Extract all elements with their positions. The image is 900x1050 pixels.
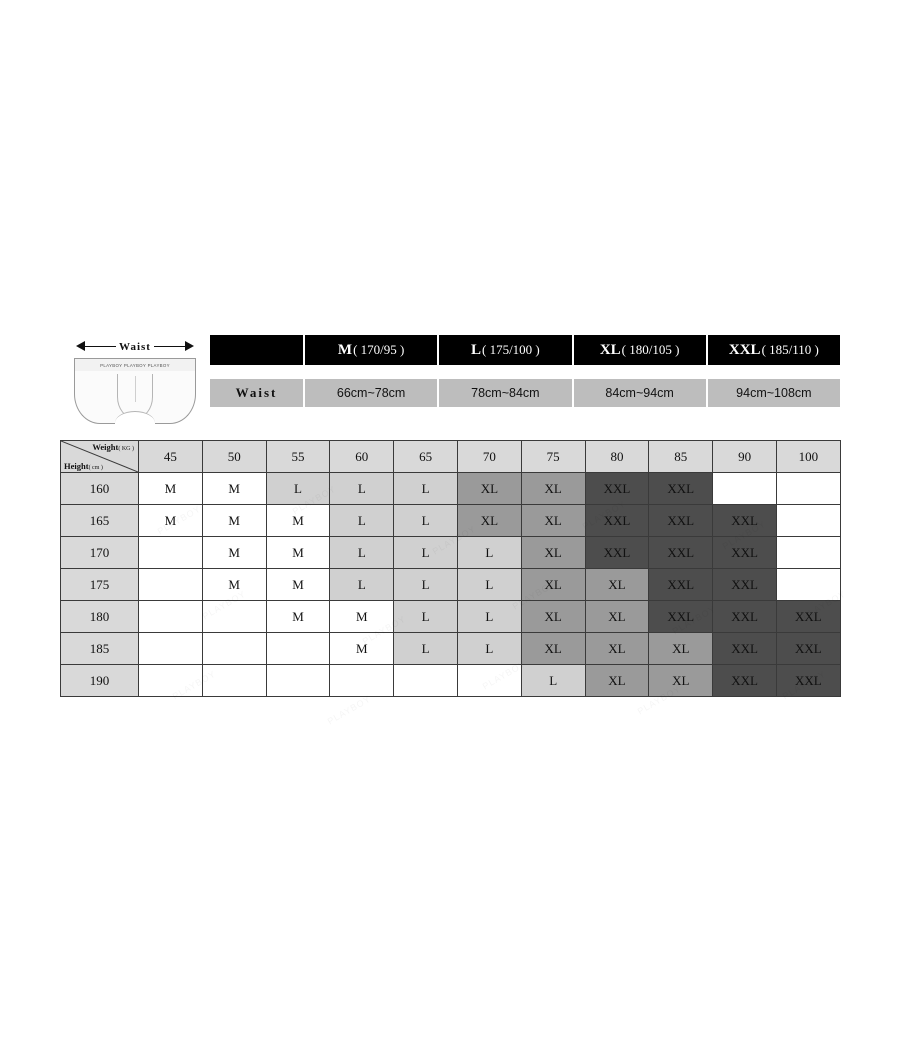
matrix-size-cell: L <box>394 633 458 665</box>
matrix-empty-cell <box>776 537 840 569</box>
matrix-row <box>61 633 841 665</box>
size-code: XXL <box>728 341 761 358</box>
size-spec: ( 185/110 ) <box>761 342 819 357</box>
matrix-size-cell: XXL <box>776 633 840 665</box>
matrix-empty-cell <box>394 665 458 697</box>
matrix-height-header: 175 <box>61 569 139 601</box>
matrix-header-row <box>61 441 841 473</box>
matrix-size-cell: XL <box>649 633 713 665</box>
matrix-size-cell: L <box>330 505 394 537</box>
size-header-cell <box>439 335 571 365</box>
matrix-size-cell: XL <box>649 665 713 697</box>
matrix-size-cell: XXL <box>585 473 649 505</box>
matrix-size-cell: M <box>202 569 266 601</box>
watermark-text <box>326 694 373 727</box>
waist-value: 78cm~84cm <box>439 379 571 407</box>
waist-arrow-label: Waist <box>116 341 154 353</box>
matrix-size-cell: M <box>202 537 266 569</box>
height-weight-size-matrix <box>60 440 841 697</box>
matrix-size-cell: L <box>330 569 394 601</box>
matrix-empty-cell <box>457 665 521 697</box>
matrix-size-cell: M <box>330 601 394 633</box>
boxer-brief-drawing <box>74 358 196 424</box>
matrix-weight-header: 75 <box>521 441 585 473</box>
matrix-size-cell: M <box>330 633 394 665</box>
matrix-empty-cell <box>266 633 330 665</box>
matrix-size-cell: M <box>266 601 330 633</box>
matrix-weight-header: 100 <box>776 441 840 473</box>
matrix-empty-cell <box>330 665 394 697</box>
matrix-size-cell: L <box>330 537 394 569</box>
brief-center-seam <box>135 376 136 402</box>
matrix-weight-header: 60 <box>330 441 394 473</box>
matrix-size-cell: L <box>521 665 585 697</box>
waist-value: 94cm~108cm <box>708 379 840 407</box>
matrix-size-cell: M <box>139 505 203 537</box>
matrix-size-cell: L <box>394 569 458 601</box>
matrix-size-cell: M <box>202 473 266 505</box>
waist-measurement-row <box>210 379 840 407</box>
matrix-size-cell: L <box>394 505 458 537</box>
matrix-row <box>61 505 841 537</box>
matrix-empty-cell <box>776 473 840 505</box>
matrix-size-cell: XXL <box>649 601 713 633</box>
matrix-size-cell: XL <box>457 473 521 505</box>
matrix-weight-header: 90 <box>713 441 777 473</box>
waist-measure-arrow <box>76 339 194 355</box>
matrix-empty-cell <box>139 537 203 569</box>
matrix-size-cell: XL <box>521 633 585 665</box>
top-block <box>60 335 840 424</box>
matrix-row <box>61 601 841 633</box>
matrix-size-cell: L <box>394 537 458 569</box>
matrix-size-cell: XL <box>585 601 649 633</box>
size-code: M <box>337 341 353 358</box>
matrix-size-cell: L <box>457 601 521 633</box>
size-spec: ( 170/95 ) <box>353 342 405 357</box>
size-header-spacer <box>210 335 303 365</box>
matrix-row <box>61 569 841 601</box>
matrix-size-cell: XL <box>521 473 585 505</box>
size-code: XL <box>599 341 621 358</box>
matrix-size-cell: L <box>394 601 458 633</box>
matrix-size-cell: XXL <box>713 537 777 569</box>
matrix-empty-cell <box>139 665 203 697</box>
matrix-size-cell: L <box>457 537 521 569</box>
size-header-row <box>210 335 840 365</box>
matrix-row <box>61 473 841 505</box>
matrix-height-header: 160 <box>61 473 139 505</box>
matrix-size-cell: L <box>266 473 330 505</box>
matrix-size-cell: XL <box>521 505 585 537</box>
size-header-cell <box>574 335 706 365</box>
matrix-size-cell: L <box>457 569 521 601</box>
waist-value: 84cm~94cm <box>574 379 706 407</box>
arrow-right-icon <box>185 341 194 351</box>
matrix-size-cell: XXL <box>776 665 840 697</box>
matrix-weight-header: 80 <box>585 441 649 473</box>
matrix-corner-cell <box>61 441 139 473</box>
matrix-size-cell: XL <box>521 601 585 633</box>
matrix-size-cell: M <box>266 505 330 537</box>
matrix-empty-cell <box>202 601 266 633</box>
matrix-height-header: 185 <box>61 633 139 665</box>
matrix-size-cell: XXL <box>649 505 713 537</box>
matrix-empty-cell <box>202 665 266 697</box>
matrix-size-cell: XXL <box>713 601 777 633</box>
matrix-weight-header: 65 <box>394 441 458 473</box>
size-header-cell <box>708 335 840 365</box>
matrix-size-cell: XXL <box>713 505 777 537</box>
matrix-size-cell: XXL <box>649 569 713 601</box>
matrix-height-header: 190 <box>61 665 139 697</box>
matrix-size-cell: XXL <box>776 601 840 633</box>
waistband-brand-text: PLAYBOY PLAYBOY PLAYBOY <box>100 363 170 368</box>
size-header-cell <box>305 335 437 365</box>
matrix-empty-cell <box>139 601 203 633</box>
corner-weight-label: Weight( KG ) <box>92 442 134 452</box>
matrix-weight-header: 55 <box>266 441 330 473</box>
matrix-size-cell: XXL <box>649 473 713 505</box>
matrix-weight-header: 45 <box>139 441 203 473</box>
product-illustration <box>60 335 210 424</box>
arrow-left-icon <box>76 341 85 351</box>
matrix-size-cell: XXL <box>713 633 777 665</box>
size-code: L <box>470 341 481 358</box>
matrix-size-cell: XXL <box>713 569 777 601</box>
matrix-size-cell: XL <box>585 665 649 697</box>
matrix-size-cell: M <box>139 473 203 505</box>
matrix-size-cell: XL <box>585 633 649 665</box>
matrix-height-header: 180 <box>61 601 139 633</box>
matrix-size-cell: L <box>330 473 394 505</box>
matrix-empty-cell <box>266 665 330 697</box>
matrix-size-cell: XXL <box>585 537 649 569</box>
matrix-empty-cell <box>776 505 840 537</box>
matrix-size-cell: M <box>266 569 330 601</box>
matrix-size-cell: XXL <box>713 665 777 697</box>
matrix-size-cell: M <box>266 537 330 569</box>
corner-height-label: Height( cm ) <box>64 461 103 471</box>
matrix-size-cell: L <box>457 633 521 665</box>
matrix-size-cell: XXL <box>649 537 713 569</box>
matrix-size-cell: L <box>394 473 458 505</box>
matrix-empty-cell <box>139 569 203 601</box>
matrix-empty-cell <box>776 569 840 601</box>
matrix-size-cell: M <box>202 505 266 537</box>
matrix-height-header: 165 <box>61 505 139 537</box>
matrix-empty-cell <box>139 633 203 665</box>
matrix-empty-cell <box>202 633 266 665</box>
waist-row-label: Waist <box>210 379 303 407</box>
matrix-size-cell: XL <box>457 505 521 537</box>
top-tables <box>210 335 840 407</box>
matrix-size-cell: XXL <box>585 505 649 537</box>
matrix-row <box>61 665 841 697</box>
matrix-size-cell: XL <box>521 569 585 601</box>
matrix-height-header: 170 <box>61 537 139 569</box>
matrix-weight-header: 50 <box>202 441 266 473</box>
size-chart-sheet <box>60 335 840 697</box>
size-spec: ( 175/100 ) <box>481 342 540 357</box>
matrix-weight-header: 85 <box>649 441 713 473</box>
matrix-size-cell: XL <box>521 537 585 569</box>
matrix-row <box>61 537 841 569</box>
size-spec: ( 180/105 ) <box>621 342 680 357</box>
matrix-weight-header: 70 <box>457 441 521 473</box>
matrix-empty-cell <box>713 473 777 505</box>
matrix-size-cell: XL <box>585 569 649 601</box>
waist-value: 66cm~78cm <box>305 379 437 407</box>
